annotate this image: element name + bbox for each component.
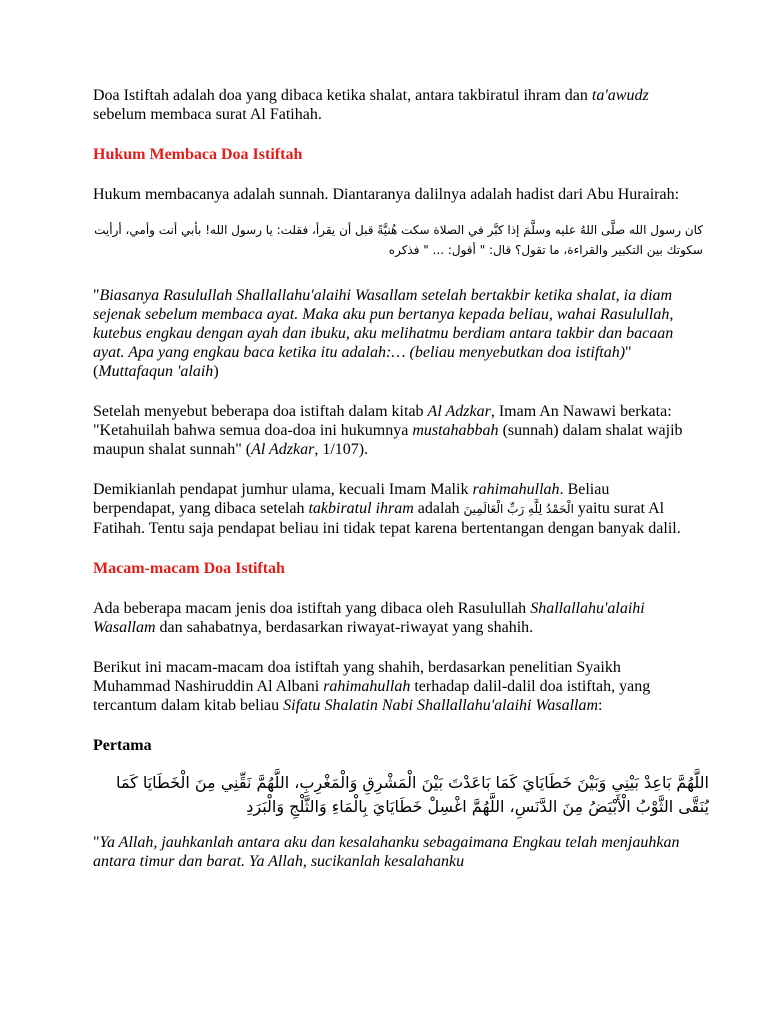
text: (sunnah) dalam shalat wajib maupun shalat sunnah" (: [93, 422, 683, 458]
document-page: [93, 86, 709, 892]
hadith-source: Muttafaqun 'alaih: [98, 363, 214, 380]
text: Berikut ini macam-macam doa istiftah yang shahih, berdasarkan penelitian Syaikh Muhammad Nashiruddin Al Albani: [93, 659, 621, 695]
hadith-translation: [93, 286, 683, 381]
quote-mark: ": [93, 834, 100, 851]
jumhur-paragraph: [93, 480, 683, 538]
book-title: Al Adzkar: [427, 403, 491, 420]
text: Demikianlah pendapat jumhur ulama, kecuali Imam Malik: [93, 481, 473, 498]
hukum-paragraph: Hukum membacanya adalah sunnah. Diantaranya dalilnya adalah hadist dari Abu Hurairah:: [93, 186, 680, 203]
term: Shallallahu'alaihi Wasallam: [93, 600, 645, 636]
inline-arabic: الْحَمْدُ لِلَّهِ رَبِّ الْعَالَمِينَ: [463, 502, 574, 516]
hadith-arabic-text: كان رسول الله صلَّى اللهُ عليه وسلَّمَ إذا كبَّر في الصلاة سكت هُنيَّةً قبل أن يقرأ، فقلت: يا رسول الله! بأبي أنت وأمي، أرأيت سكوتك بين التكبير والقراءة، ما تقول؟ قال: " أقول: ... " فذكره: [94, 223, 703, 257]
term: rahimahullah: [323, 678, 411, 695]
quote-mark: ": [93, 287, 100, 304]
text: :: [598, 697, 603, 714]
heading-macam: Macam-macam Doa Istiftah: [93, 560, 285, 577]
nawawi-paragraph: [93, 402, 683, 459]
intro-text-end: sebelum membaca surat Al Fatihah.: [93, 106, 322, 123]
text: , 1/107).: [314, 441, 369, 458]
text: adalah: [413, 500, 464, 517]
book-title: Al Adzkar: [251, 441, 315, 458]
text: Setelah menyebut beberapa doa istiftah dalam kitab: [93, 403, 428, 420]
macam-paragraph: [93, 599, 683, 637]
heading-pertama: Pertama: [93, 737, 152, 754]
intro-paragraph: [93, 86, 683, 124]
text: dan sahabatnya, berdasarkan riwayat-riwayat yang shahih.: [155, 619, 534, 636]
pertama-translation-text: Ya Allah, jauhkanlah antara aku dan kesalahanku sebagaimana Engkau telah menjauhkan antara timur dan barat. Ya Allah, sucikanlah kesalahanku: [93, 834, 680, 870]
term: mustahabbah: [412, 422, 499, 439]
text: yaitu surat Al Fatihah. Tentu saja pendapat beliau ini tidak tepat karena bertentangan dengan banyak dalil.: [93, 500, 681, 537]
text: Ada beberapa macam jenis doa istiftah yang dibaca oleh Rasulullah: [93, 600, 531, 617]
term: takbiratul ihram: [308, 500, 414, 517]
quote-end: ): [213, 363, 219, 380]
text: , Imam An Nawawi berkata: "Ketahuilah bahwa semua doa-doa ini hukumnya: [93, 403, 672, 439]
pertama-translation: [93, 833, 683, 871]
hadith-translation-text: Biasanya Rasulullah Shallallahu'alaihi Wasallam setelah bertakbir ketika shalat, ia diam sejenak sebelum membaca ayat. Maka aku pun bertanya kepada beliau, wahai Rasulullah, kutebus engkau dengan ayah dan ibuku, aku melihatmu berdiam antara takbir dan bacaan ayat. Apa yang engkau baca ketika itu adalah:… (beliau menyebutkan doa istiftah): [93, 287, 674, 361]
term: rahimahullah: [472, 481, 560, 498]
heading-hukum: Hukum Membaca Doa Istiftah: [93, 146, 303, 163]
text: . Beliau berpendapat, yang dibaca setelah: [93, 481, 610, 517]
quote-close: " (: [93, 344, 632, 380]
text: terhadap dalil-dalil doa istiftah, yang tercantum dalam kitab beliau: [93, 678, 651, 714]
intro-italic-term: ta'awudz: [591, 87, 649, 104]
albani-paragraph: [93, 658, 683, 715]
intro-text: Doa Istiftah adalah doa yang dibaca ketika shalat, antara takbiratul ihram dan: [93, 87, 592, 104]
pertama-arabic-text: اللَّهُمَّ بَاعِدْ بَيْنِي وَبَيْنَ خَطَايَايَ كَمَا بَاعَدْتَ بَيْنَ الْمَشْرِقِ وَالْمَغْرِبِ، اللَّهُمَّ نَقِّنِي مِنَ الْخَطَايَا كَمَا يُنَقَّى الثَّوْبُ الْأَبْيَضُ مِنَ الدَّنَسِ، اللَّهُمَّ اغْسِلْ خَطَايَايَ بِالْمَاءِ وَالثَّلْجِ وَالْبَرَدِ: [115, 773, 709, 816]
book-title: Sifatu Shalatin Nabi Shallallahu'alaihi Wasallam: [283, 697, 599, 714]
